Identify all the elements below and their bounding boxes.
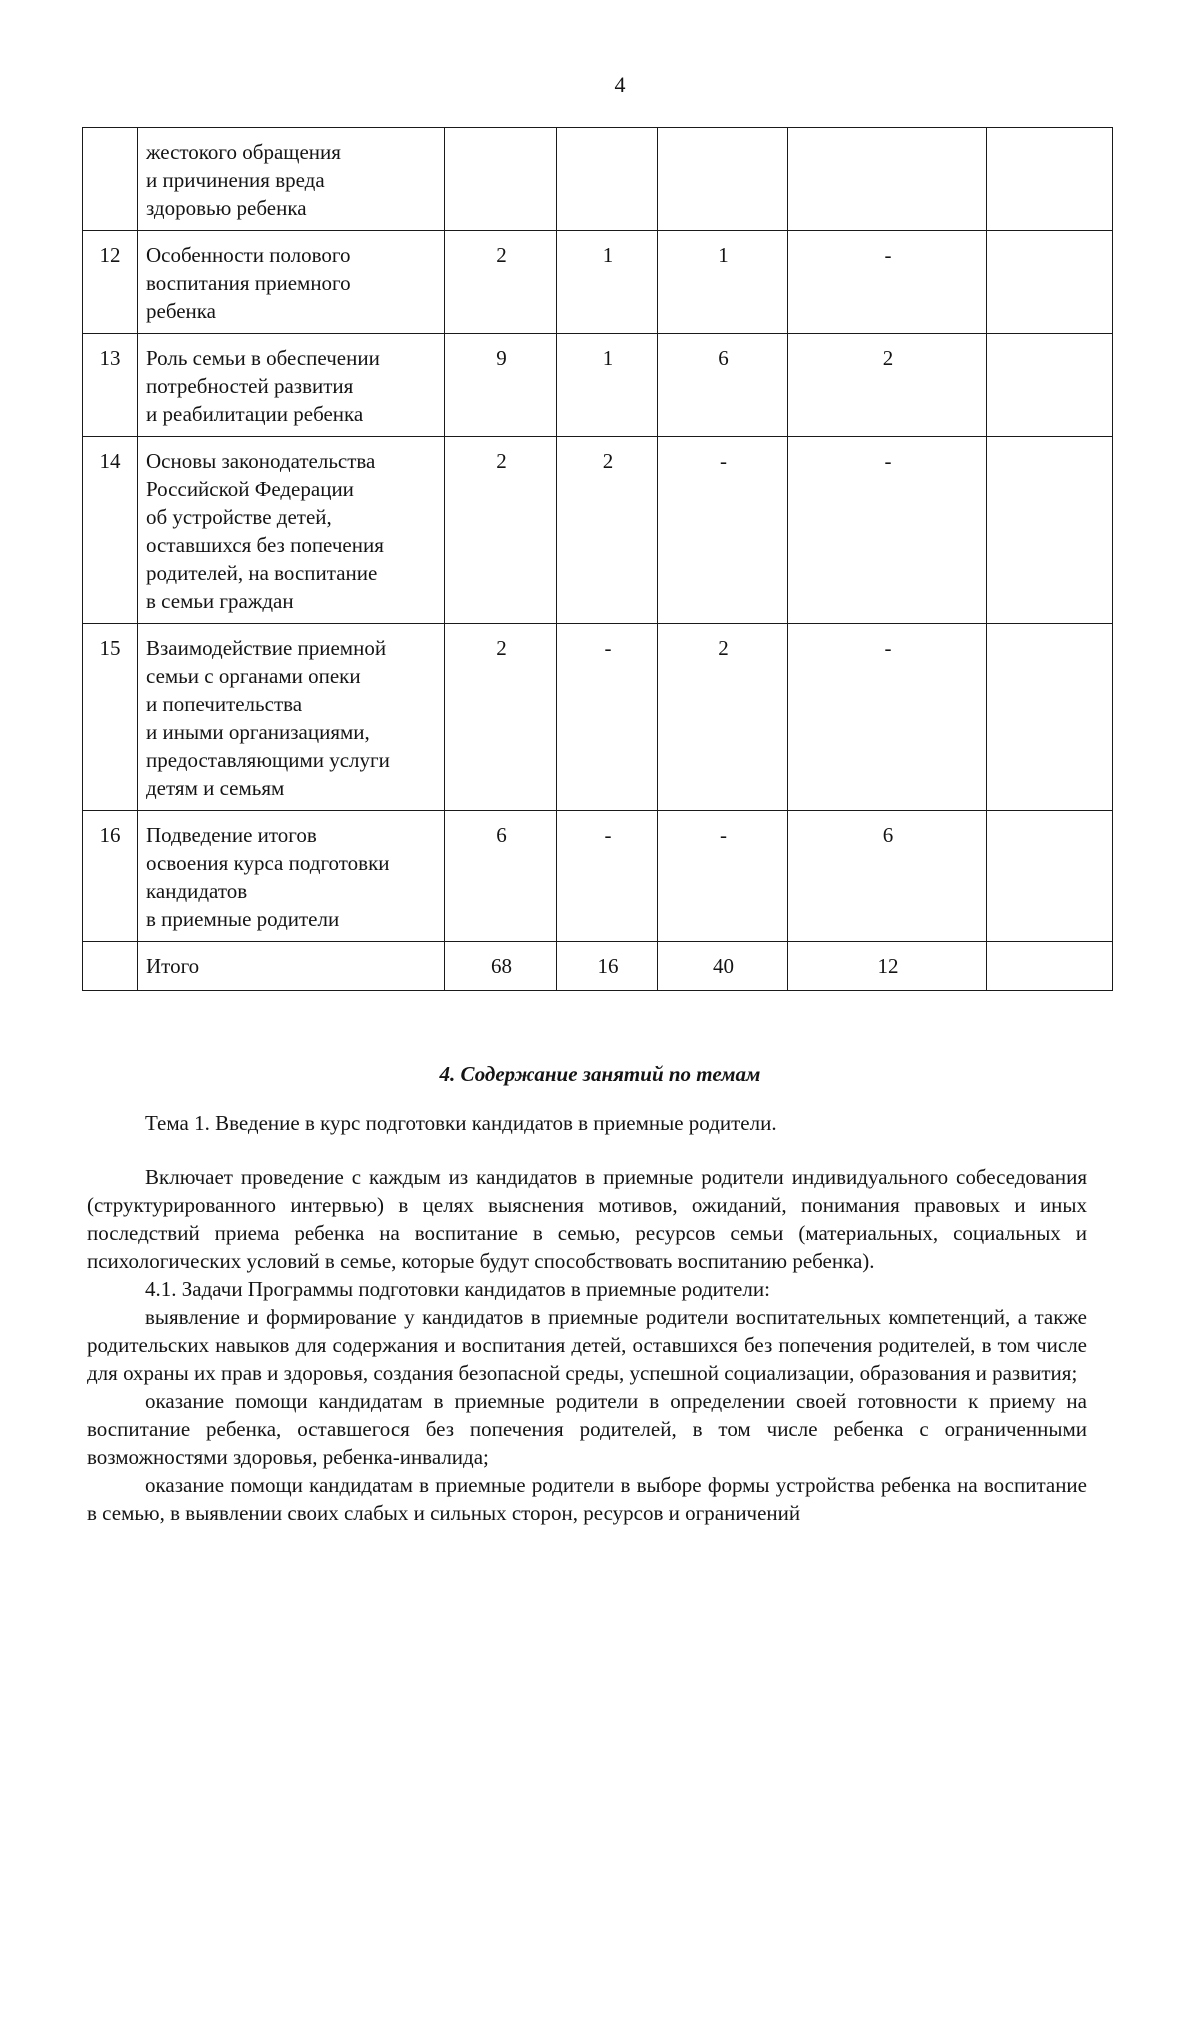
row-topic: Особенности полового воспитания приемного ребенка [138,231,445,334]
row-total-hours: 2 [445,437,557,624]
paragraph: оказание помощи кандидатам в приемные родители в выборе формы устройства ребенка на воспитание в семью, в выявлении своих слабых и сильных сторон, ресурсов и ограничений [87,1473,1087,1525]
section-heading: 4. Содержание занятий по темам [439,1062,761,1086]
table-row [83,624,1113,811]
row-practice-hours: - [658,811,788,942]
row-other-hours: 6 [788,811,987,942]
total-theory-hours: 16 [557,942,658,991]
row-total-hours: 2 [445,231,557,334]
row-total-hours [445,128,557,231]
row-extra-cell [987,334,1113,437]
row-extra-cell [987,624,1113,811]
row-number: 13 [83,334,138,437]
row-number: 16 [83,811,138,942]
total-other-hours: 12 [788,942,987,991]
table-row [83,811,1113,942]
row-other-hours: - [788,437,987,624]
row-extra-cell [987,437,1113,624]
row-extra-cell [987,128,1113,231]
row-practice-hours [658,128,788,231]
row-topic: Основы законодательства Российской Федерации об устройстве детей, оставшихся без попечения родителей, на воспитание в семьи граждан [138,437,445,624]
table-row [83,437,1113,624]
row-topic: Роль семьи в обеспечении потребностей развития и реабилитации ребенка [138,334,445,437]
paragraph: выявление и формирование у кандидатов в приемные родители воспитательных компетенций, а также родительских навыков для содержания и воспитания детей, оставшихся без попечения родителей, в том числе для охраны их прав и здоровья, создания безопасной среды, успешной социализации, образования и развития; [87,1305,1087,1385]
total-row-number [83,942,138,991]
row-total-hours: 6 [445,811,557,942]
paragraph: оказание помощи кандидатам в приемные родители в определении своей готовности к приему на воспитание ребенка, оставшегося без попечения родителей, в том числе ребенка с ограниченными возможностями здоровья, ребенка-инвалида; [87,1389,1087,1469]
row-topic: Взаимодействие приемной семьи с органами опеки и попечительства и иными организациями, предоставляющими услуги детям и семьям [138,624,445,811]
row-number [83,128,138,231]
theme-title: Тема 1. Введение в курс подготовки кандидатов в приемные родители. [145,1111,777,1135]
curriculum-table [82,127,1113,991]
row-practice-hours: - [658,437,788,624]
table-row [83,128,1113,231]
row-number: 14 [83,437,138,624]
row-theory-hours: 1 [557,334,658,437]
row-extra-cell [987,231,1113,334]
row-practice-hours: 6 [658,334,788,437]
row-topic: жестокого обращения и причинения вреда здоровью ребенка [138,128,445,231]
row-theory-hours: 2 [557,437,658,624]
row-number: 12 [83,231,138,334]
row-other-hours: 2 [788,334,987,437]
paragraph: Включает проведение с каждым из кандидатов в приемные родители индивидуального собеседования (структурированного интервью) в целях выяснения мотивов, ожиданий, понимания правовых и иных последствий приема ребенка на воспитание в семью, ресурсов семьи (материальных, социальных и психологических условий в семье, которые будут способствовать воспитанию ребенка). [87,1165,1087,1273]
row-practice-hours: 1 [658,231,788,334]
table-body [83,128,1113,991]
total-hours: 68 [445,942,557,991]
table-total-row [83,942,1113,991]
row-other-hours [788,128,987,231]
row-theory-hours: 1 [557,231,658,334]
row-total-hours: 2 [445,624,557,811]
total-label: Итого [138,942,445,991]
row-number: 15 [83,624,138,811]
row-topic: Подведение итогов освоения курса подготовки кандидатов в приемные родители [138,811,445,942]
total-practice-hours: 40 [658,942,788,991]
table-row [83,334,1113,437]
page-number: 4 [614,72,626,97]
row-other-hours: - [788,231,987,334]
row-theory-hours: - [557,811,658,942]
total-extra-cell [987,942,1113,991]
table-row [83,231,1113,334]
row-other-hours: - [788,624,987,811]
row-theory-hours [557,128,658,231]
row-extra-cell [987,811,1113,942]
row-total-hours: 9 [445,334,557,437]
row-practice-hours: 2 [658,624,788,811]
paragraph: 4.1. Задачи Программы подготовки кандидатов в приемные родители: [145,1277,770,1301]
row-theory-hours: - [557,624,658,811]
body-text [87,1163,1087,1527]
